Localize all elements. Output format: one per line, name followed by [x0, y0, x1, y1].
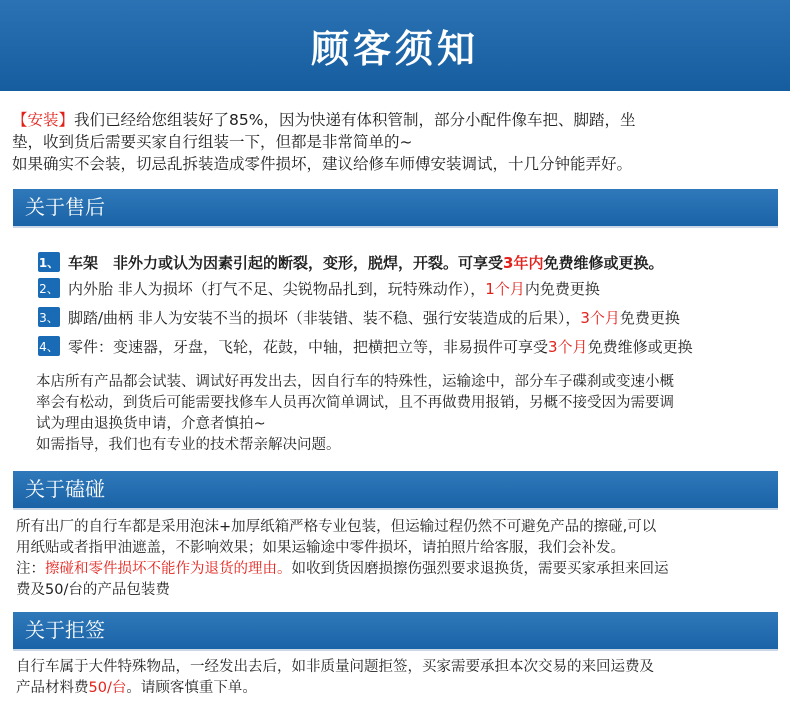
item-text: 车架 非外力或认为因素引起的断裂，变形，脱焊，开裂。可享受: [68, 253, 504, 272]
note-text: 如收到货因磨损擦伤强烈要求退换货，需要买家承担来回运: [291, 561, 669, 577]
section-after-sale-title: 关于售后: [25, 195, 105, 219]
header-banner: [0, 0, 790, 91]
refusal-text: 产品材料费: [16, 680, 89, 696]
section-collision: [13, 471, 778, 508]
after-sale-note-4: 如需指导，我们也有专业的技术帮亲解决问题。: [36, 437, 341, 453]
section-refusal-title: 关于拒签: [25, 618, 105, 642]
item-text-end: 免费维修或更换。: [543, 253, 664, 272]
number-badge: 4、: [38, 336, 60, 356]
collision-note: [16, 558, 786, 580]
page-title: 顾客须知: [310, 27, 479, 71]
after-sale-note-1: 本店所有产品都会试装、调试好再发出去，因自行车的特殊性，运输途中，部分车子碟刹或变速小概: [36, 374, 674, 390]
after-sale-item-3: [38, 305, 680, 329]
after-sale-note-2: 率会有松动，到货后可能需要找修车人员再次简单调试，且不再做费用报销，另概不接受因为需要调: [36, 395, 674, 411]
refusal-line-1: 自行车属于大件特殊物品，一经发出去后，如非质量问题拒签，买家需要承担本次交易的来回运费及: [16, 659, 654, 675]
after-sale-note-3: 试为理由退换货申请，介意者慎拍~: [36, 416, 266, 432]
section-collision-title: 关于磕碰: [25, 477, 105, 501]
item-text-end: 内免费更换: [524, 279, 600, 298]
item-highlight: 3个月: [548, 337, 588, 356]
section-refusal: [13, 612, 778, 649]
after-sale-item-1: [38, 250, 663, 274]
install-text-1: 我们已经给您组装好了85%，因为快递有体积管制，部分小配件像车把、脚踏，坐: [74, 111, 636, 129]
refusal-line-2: [16, 677, 786, 699]
after-sale-item-2: [38, 276, 600, 300]
install-line-1: [12, 109, 782, 131]
refusal-highlight: 50/台: [88, 680, 127, 696]
collision-line-4: 费及50/台的产品包装费: [16, 582, 170, 598]
item-highlight: 1个月: [485, 279, 525, 298]
install-tag: 【安装】: [12, 111, 75, 129]
item-text: 零件：变速器，牙盘，飞轮，花鼓，中轴，把横把立等，非易损件可享受: [68, 337, 549, 356]
number-badge: 1、: [38, 252, 60, 272]
item-highlight: 3个月: [580, 308, 620, 327]
section-after-sale: [13, 189, 778, 226]
note-prefix: 注：: [16, 561, 45, 577]
item-text: 脚踏/曲柄 非人为安装不当的损坏（非装错、装不稳、强行安装造成的后果），: [68, 308, 581, 327]
collision-line-2: 用纸贴或者指甲油遮盖，不影响效果；如果运输途中零件损坏，请拍照片给客服，我们会补发。: [16, 540, 625, 556]
note-highlight: 擦碰和零件损坏不能作为退货的理由。: [45, 561, 292, 577]
after-sale-item-4: [38, 334, 693, 358]
collision-line-1: 所有出厂的自行车都是采用泡沫+加厚纸箱严格专业包装，但运输过程仍然不可避免产品的擦碰,可以: [16, 519, 657, 535]
number-badge: 2、: [38, 278, 60, 298]
item-text-end: 免费更换: [619, 308, 680, 327]
refusal-text-end: 。请顾客慎重下单。: [126, 680, 257, 696]
item-highlight: 3年内: [503, 253, 544, 272]
item-text: 内外胎 非人为损坏（打气不足、尖锐物品扎到，玩特殊动作），: [68, 279, 486, 298]
number-badge: 3、: [38, 307, 60, 327]
install-line-3: 如果确实不会装，切忌乱拆装造成零件损坏，建议给修车师傅安装调试，十几分钟能弄好。: [12, 155, 633, 173]
install-line-2: 垫，收到货后需要买家自行组装一下，但都是非常简单的~: [12, 133, 413, 151]
item-text-end: 免费维修或更换: [587, 337, 693, 356]
